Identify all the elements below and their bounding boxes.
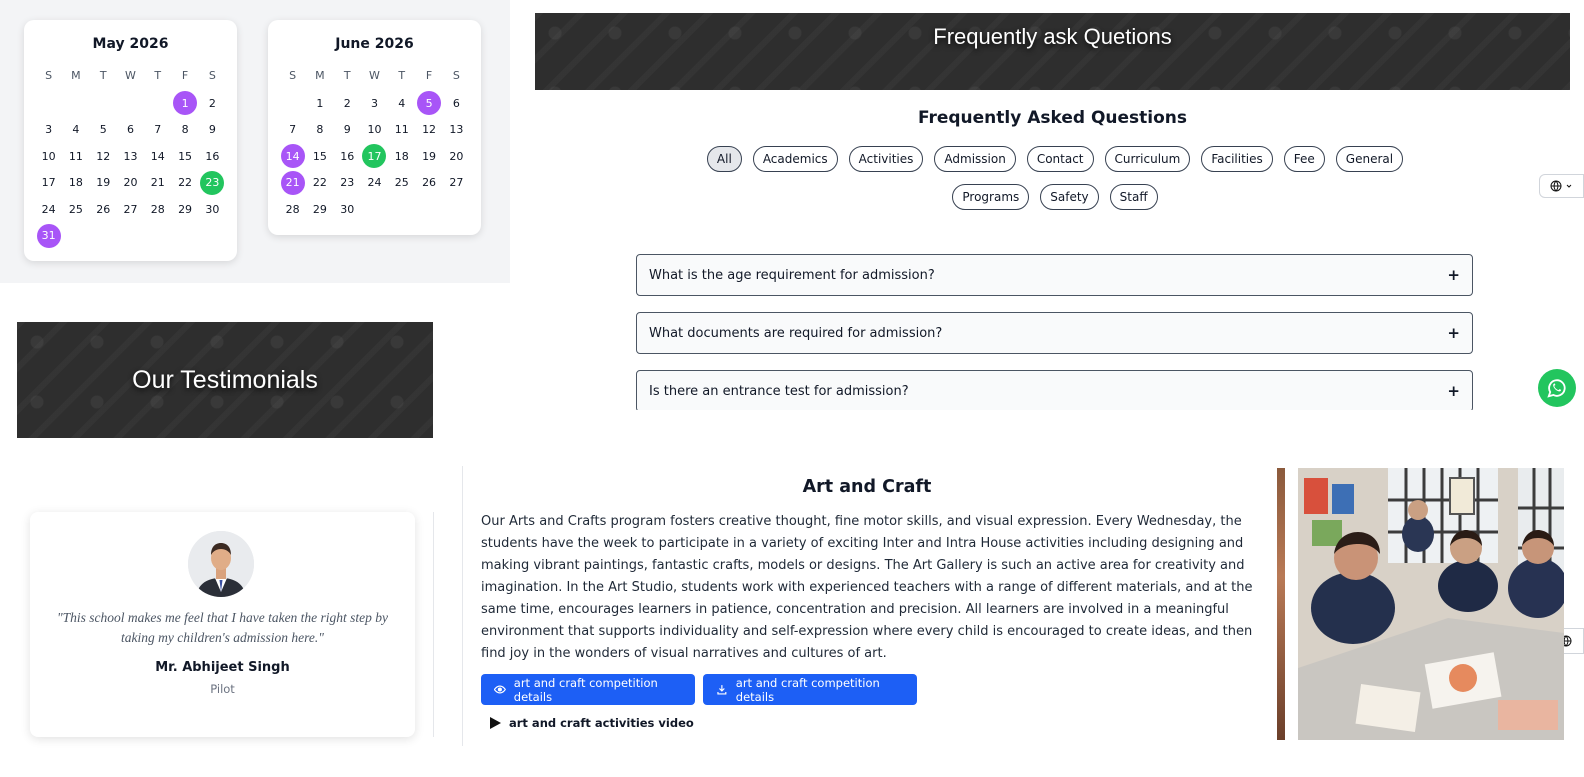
calendar-day-number: 20 bbox=[123, 176, 138, 190]
weekday-header: T bbox=[343, 69, 351, 82]
calendar-day-number: 4 bbox=[398, 96, 406, 110]
calendar-day-number: 15 bbox=[312, 149, 327, 163]
faq-banner bbox=[535, 13, 1570, 90]
calendar-day[interactable] bbox=[171, 117, 198, 144]
filter-chip-facilities[interactable]: Facilities bbox=[1201, 146, 1272, 172]
calendar-day-number: 24 bbox=[367, 176, 382, 190]
faq-list bbox=[636, 254, 1473, 410]
calendar-event-day[interactable] bbox=[171, 90, 198, 117]
calendar-day[interactable] bbox=[144, 170, 171, 197]
calendar-day-number: 2 bbox=[208, 96, 216, 110]
calendar-blank bbox=[35, 90, 62, 117]
calendar-day-number: 28 bbox=[285, 202, 300, 216]
play-icon bbox=[490, 717, 501, 729]
calendar-day-number: 26 bbox=[422, 176, 437, 190]
calendar-day-number: 10 bbox=[41, 149, 56, 163]
calendar-day[interactable] bbox=[90, 117, 117, 144]
testimonial-card bbox=[30, 512, 415, 737]
calendar-day[interactable] bbox=[279, 117, 306, 144]
calendar-day-number: 17 bbox=[362, 144, 386, 168]
faq-question-text: What is the age requirement for admission? bbox=[649, 267, 935, 283]
calendar-day[interactable] bbox=[62, 117, 89, 144]
calendar-day[interactable] bbox=[199, 143, 226, 170]
filter-chip-general[interactable]: General bbox=[1336, 146, 1403, 172]
download-competition-label: art and craft competition details bbox=[735, 675, 880, 704]
calendar-day-number: 13 bbox=[123, 149, 138, 163]
calendar-day[interactable] bbox=[199, 90, 226, 117]
calendar-day-number: 16 bbox=[340, 149, 355, 163]
weekday-header: T bbox=[99, 69, 107, 82]
activities-video-label: art and craft activities video bbox=[509, 716, 694, 730]
faq-banner-title: Frequently ask Quetions bbox=[933, 24, 1172, 49]
calendar-day-number: 30 bbox=[205, 202, 220, 216]
calendar-day[interactable] bbox=[334, 90, 361, 117]
calendar-day-number: 22 bbox=[178, 176, 193, 190]
art-section-title: Art and Craft bbox=[802, 477, 932, 497]
calendar-day[interactable] bbox=[171, 170, 198, 197]
faq-heading: Frequently Asked Questions bbox=[917, 108, 1188, 128]
calendar-day[interactable] bbox=[388, 170, 415, 197]
filter-chip-academics[interactable]: Academics bbox=[753, 146, 838, 172]
calendar-day-number: 7 bbox=[289, 123, 297, 137]
calendar-day-number: 14 bbox=[281, 144, 305, 168]
faq-question[interactable] bbox=[636, 254, 1473, 296]
calendar-day[interactable] bbox=[361, 170, 388, 197]
avatar bbox=[188, 531, 254, 597]
testimonials-banner bbox=[17, 322, 433, 438]
calendar-month-title: May 2026 bbox=[92, 36, 169, 52]
calendar-day[interactable] bbox=[306, 90, 333, 117]
weekday-header: F bbox=[425, 69, 433, 82]
calendar-day[interactable] bbox=[334, 196, 361, 223]
filter-chip-fee[interactable]: Fee bbox=[1284, 146, 1325, 172]
calendar-day[interactable] bbox=[415, 143, 442, 170]
filter-chip-admission[interactable]: Admission bbox=[934, 146, 1015, 172]
weekday-header: S bbox=[289, 69, 297, 82]
calendar-event-day[interactable] bbox=[361, 143, 388, 170]
calendar-day[interactable] bbox=[199, 117, 226, 144]
calendar-day[interactable] bbox=[361, 90, 388, 117]
weekday-header: S bbox=[208, 69, 216, 82]
calendar-day-number: 25 bbox=[394, 176, 409, 190]
faq-question[interactable] bbox=[636, 370, 1473, 410]
calendar-day[interactable] bbox=[361, 117, 388, 144]
calendar-month-title: June 2026 bbox=[335, 36, 414, 52]
calendar-day-number: 11 bbox=[68, 149, 83, 163]
whatsapp-icon bbox=[1546, 377, 1568, 399]
calendar-day-number: 24 bbox=[41, 202, 56, 216]
calendar-event-day[interactable] bbox=[415, 90, 442, 117]
calendar-day[interactable] bbox=[171, 196, 198, 223]
faq-question-text: What documents are required for admission? bbox=[649, 325, 943, 341]
calendar-day-number: 21 bbox=[281, 171, 305, 195]
divider bbox=[462, 466, 463, 746]
calendar-blank bbox=[117, 90, 144, 117]
filter-chip-activities[interactable]: Activities bbox=[849, 146, 924, 172]
calendar-day[interactable] bbox=[117, 117, 144, 144]
calendar-day-number: 25 bbox=[68, 202, 83, 216]
calendar-day-number: 9 bbox=[343, 123, 351, 137]
divider bbox=[433, 512, 434, 737]
calendar-day[interactable] bbox=[388, 90, 415, 117]
calendar-event-day[interactable] bbox=[279, 170, 306, 197]
view-competition-label: art and craft competition details bbox=[513, 675, 658, 704]
calendar-day-number: 18 bbox=[394, 149, 409, 163]
calendar-day[interactable] bbox=[144, 143, 171, 170]
calendar-grid bbox=[279, 66, 470, 223]
calendar-day-number: 31 bbox=[37, 224, 61, 248]
download-competition-button[interactable] bbox=[703, 674, 917, 705]
plus-icon: + bbox=[1447, 382, 1460, 400]
calendar-day-number: 13 bbox=[449, 123, 464, 137]
calendar-day-number: 23 bbox=[340, 176, 355, 190]
calendar-day-number: 3 bbox=[370, 96, 378, 110]
calendar-day-number: 23 bbox=[200, 171, 224, 195]
weekday-header: W bbox=[369, 69, 380, 82]
weekday-header: F bbox=[181, 69, 189, 82]
testimonial-author: Mr. Abhijeet Singh bbox=[155, 660, 290, 675]
calendar-day[interactable] bbox=[62, 196, 89, 223]
calendar-day[interactable] bbox=[443, 117, 470, 144]
calendar-day-number: 6 bbox=[126, 123, 134, 137]
calendar-day-number: 29 bbox=[312, 202, 327, 216]
weekday-header: S bbox=[45, 69, 53, 82]
calendar-day-number: 2 bbox=[343, 96, 351, 110]
art-description: Our Arts and Crafts program fosters creative thought, fine motor skills, and visual expression. Every Wednesday, the students have the week to participate in a variety of exciting Inter and Intra House activities including designing and making vibrant paintings, fantastic crafts, models or designs. The Art Gallery is such an active area for creativity and imagination. In the Art Studio, students work with experienced teachers with a range of different materials, and at the same time, encourages learners in patience, concentration and precision. All learners are involved in a meaningful environment that supports individuality and self-expression where every child is encouraged to create ideas, and then find joy in the wonders of visual narratives and cultures of art. bbox=[481, 514, 1253, 661]
calendar-day[interactable] bbox=[334, 117, 361, 144]
filter-chip-programs[interactable]: Programs bbox=[952, 184, 1029, 210]
plus-icon: + bbox=[1447, 266, 1460, 284]
calendar-day[interactable] bbox=[35, 117, 62, 144]
calendar-day[interactable] bbox=[35, 170, 62, 197]
weekday-header: T bbox=[154, 69, 162, 82]
calendar-day-number: 11 bbox=[394, 123, 409, 137]
calendar-day-number: 6 bbox=[452, 96, 460, 110]
faq-question-text: Is there an entrance test for admission? bbox=[649, 383, 909, 399]
calendar-day[interactable] bbox=[62, 143, 89, 170]
filter-chip-safety[interactable]: Safety bbox=[1040, 184, 1098, 210]
calendar-day-number: 3 bbox=[45, 123, 53, 137]
view-competition-button[interactable] bbox=[481, 674, 695, 705]
calendar-day[interactable] bbox=[90, 143, 117, 170]
calendar-day-number: 12 bbox=[96, 149, 111, 163]
weekday-header: W bbox=[125, 69, 136, 82]
filter-chip-curriculum[interactable]: Curriculum bbox=[1105, 146, 1191, 172]
calendar-blank bbox=[279, 90, 306, 117]
calendar-day[interactable] bbox=[306, 143, 333, 170]
calendar-day-number: 4 bbox=[72, 123, 80, 137]
faq-question[interactable] bbox=[636, 312, 1473, 354]
calendar-day-number: 19 bbox=[96, 176, 111, 190]
download-icon bbox=[716, 683, 728, 696]
calendar-day-number: 29 bbox=[178, 202, 193, 216]
calendar-day-number: 27 bbox=[449, 176, 464, 190]
calendar-day-number: 15 bbox=[178, 149, 193, 163]
calendar-day-number: 20 bbox=[449, 149, 464, 163]
calendar-day[interactable] bbox=[117, 143, 144, 170]
weekday-header: T bbox=[398, 69, 406, 82]
calendar-day-number: 21 bbox=[150, 176, 165, 190]
calendar-day-number: 28 bbox=[150, 202, 165, 216]
calendar-blank bbox=[62, 90, 89, 117]
calendar-day[interactable] bbox=[279, 196, 306, 223]
faq-category-filters bbox=[700, 146, 1410, 172]
calendar-day[interactable] bbox=[90, 196, 117, 223]
calendar-june bbox=[268, 20, 481, 235]
gallery-image-edge bbox=[1277, 468, 1285, 740]
calendar-event-day[interactable] bbox=[279, 143, 306, 170]
calendar-day[interactable] bbox=[90, 170, 117, 197]
calendar-day[interactable] bbox=[306, 117, 333, 144]
calendar-event-day[interactable] bbox=[199, 170, 226, 197]
globe-icon bbox=[1550, 180, 1562, 192]
calendar-day-number: 19 bbox=[422, 149, 437, 163]
testimonial-quote: "This school makes me feel that I have taken the right step by taking my children's admission here." bbox=[56, 610, 389, 645]
calendar-day-number: 27 bbox=[123, 202, 138, 216]
calendar-day-number: 5 bbox=[99, 123, 107, 137]
testimonials-banner-title: Our Testimonials bbox=[132, 365, 318, 394]
calendar-day[interactable] bbox=[334, 143, 361, 170]
activities-video-link[interactable] bbox=[490, 716, 694, 730]
calendar-day[interactable] bbox=[443, 143, 470, 170]
calendar-day-number: 18 bbox=[68, 176, 83, 190]
plus-icon: + bbox=[1447, 324, 1460, 342]
calendar-day[interactable] bbox=[144, 196, 171, 223]
calendar-day[interactable] bbox=[306, 196, 333, 223]
calendar-day[interactable] bbox=[171, 143, 198, 170]
calendar-day[interactable] bbox=[35, 143, 62, 170]
testimonial-role: Pilot bbox=[210, 682, 235, 696]
calendar-day[interactable] bbox=[443, 90, 470, 117]
calendar-day-number: 7 bbox=[154, 123, 162, 137]
calendar-day[interactable] bbox=[334, 170, 361, 197]
calendar-day[interactable] bbox=[117, 196, 144, 223]
calendar-grid bbox=[35, 66, 226, 249]
event-calendar-section bbox=[0, 0, 510, 283]
calendar-day[interactable] bbox=[388, 143, 415, 170]
weekday-header: M bbox=[71, 69, 81, 82]
calendar-day[interactable] bbox=[388, 117, 415, 144]
language-selector[interactable] bbox=[1539, 174, 1584, 198]
faq-category-filters bbox=[700, 184, 1410, 210]
calendar-day-number: 17 bbox=[41, 176, 56, 190]
calendar-day[interactable] bbox=[144, 117, 171, 144]
calendar-day-number: 30 bbox=[340, 202, 355, 216]
calendar-day-number: 1 bbox=[173, 91, 197, 115]
filter-chip-contact[interactable]: Contact bbox=[1027, 146, 1094, 172]
calendar-day[interactable] bbox=[35, 196, 62, 223]
whatsapp-button[interactable] bbox=[1538, 369, 1576, 407]
calendar-day[interactable] bbox=[443, 170, 470, 197]
filter-chip-all[interactable]: All bbox=[707, 146, 742, 172]
calendar-day-number: 12 bbox=[422, 123, 437, 137]
calendar-day-number: 1 bbox=[316, 96, 324, 110]
calendar-day[interactable] bbox=[306, 170, 333, 197]
calendar-day[interactable] bbox=[117, 170, 144, 197]
calendar-blank bbox=[144, 90, 171, 117]
calendar-may bbox=[24, 20, 237, 261]
calendar-day[interactable] bbox=[199, 196, 226, 223]
eye-icon bbox=[494, 683, 506, 696]
calendar-day[interactable] bbox=[415, 170, 442, 197]
calendar-day-number: 9 bbox=[208, 123, 216, 137]
calendar-day-number: 16 bbox=[205, 149, 220, 163]
weekday-header: S bbox=[452, 69, 460, 82]
calendar-day-number: 10 bbox=[367, 123, 382, 137]
calendar-day-number: 8 bbox=[316, 123, 324, 137]
calendar-day-number: 22 bbox=[312, 176, 327, 190]
calendar-day-number: 5 bbox=[417, 91, 441, 115]
calendar-day[interactable] bbox=[415, 117, 442, 144]
calendar-blank bbox=[90, 90, 117, 117]
weekday-header: M bbox=[315, 69, 325, 82]
filter-chip-staff[interactable]: Staff bbox=[1110, 184, 1158, 210]
calendar-day[interactable] bbox=[62, 170, 89, 197]
calendar-day-number: 14 bbox=[150, 149, 165, 163]
calendar-day-number: 26 bbox=[96, 202, 111, 216]
chevron-down-icon bbox=[1565, 182, 1573, 190]
calendar-day-number: 8 bbox=[181, 123, 189, 137]
calendar-event-day[interactable] bbox=[35, 223, 62, 250]
art-class-photo bbox=[1298, 468, 1564, 740]
